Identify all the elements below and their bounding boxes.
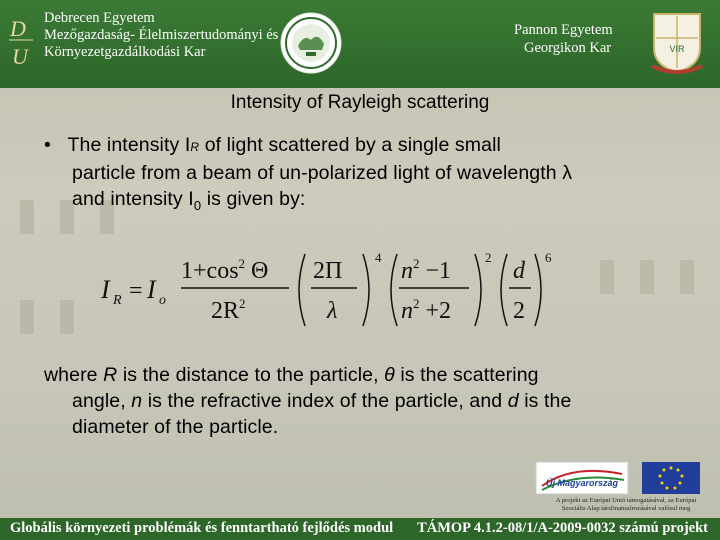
header-faculty-line2: Környezetgazdálkodási Kar xyxy=(44,44,206,60)
slide-title: Intensity of Rayleigh scattering xyxy=(230,92,490,113)
crest-label: VIR xyxy=(669,44,685,54)
background-window xyxy=(600,260,614,294)
header-faculty-line1: Mezőgazdaság- Élelmiszertudományi és xyxy=(44,27,279,43)
explanation-line-1: where R is the distance to the particle, θ is the scattering xyxy=(44,364,539,386)
formula-fraction4-numerator: d xyxy=(513,258,525,284)
background-window xyxy=(640,260,654,294)
bullet-text-1a: The intensity IR of light scattered by a single small xyxy=(67,134,501,156)
svg-text:2: 2 xyxy=(485,250,492,265)
bullet-line-3: and intensity $I_0$ is given by: xyxy=(72,188,306,213)
explanation-line-3: diameter of the particle. xyxy=(72,416,279,438)
du-logo-icon xyxy=(6,10,36,70)
background-window xyxy=(20,300,34,334)
uj-magyarorszag-text: Új Magyarország xyxy=(545,478,619,488)
header-partner-name: Pannon Egyetem xyxy=(514,22,613,38)
formula-lhs: I xyxy=(101,275,110,304)
footer-bar xyxy=(0,518,720,540)
formula-fraction1-numerator: $1+\cos^2$ Θ xyxy=(181,256,269,284)
footer-project-id: TÁMOP 4.1.2-08/1/A-2009-0032 számú projekt xyxy=(417,520,708,536)
explanation-line-2: angle, n is the refractive index of the particle, and d is the xyxy=(72,390,572,412)
svg-text:o: o xyxy=(159,293,166,308)
svg-text:=: = xyxy=(129,278,143,304)
header-bar xyxy=(0,0,720,88)
explanation-paragraph xyxy=(44,362,704,440)
svg-text:6: 6 xyxy=(545,250,552,265)
georgikon-crest-icon xyxy=(648,8,706,76)
footer-module-title: Globális környezeti problémák és fenntartható fejlődés modul xyxy=(10,520,394,536)
header-partner-faculty: Georgikon Kar xyxy=(524,40,612,56)
formula-fraction3-denominator: $n^2 +2$ xyxy=(401,296,452,324)
header-university-name: Debrecen Egyetem xyxy=(44,10,155,26)
bullet-line-2: particle from a beam of un-polarized light of wavelength λ xyxy=(72,162,573,184)
svg-text:4: 4 xyxy=(375,250,382,265)
rayleigh-formula xyxy=(95,246,565,332)
svg-text:U: U xyxy=(12,44,28,69)
background-window xyxy=(60,300,74,334)
formula-fraction2-numerator: 2Π xyxy=(313,258,343,284)
university-seal-icon xyxy=(280,12,342,74)
formula-fraction3-numerator: $n^2 -1$ xyxy=(401,256,452,284)
bullet-symbol: • xyxy=(44,134,51,156)
funding-statement xyxy=(536,497,716,513)
bullet-line-1 xyxy=(44,132,694,160)
funding-line-1: A projekt az Európai Unió támogatásával, az Európai xyxy=(555,497,697,504)
bullet-paragraph xyxy=(44,132,694,219)
svg-text:R: R xyxy=(113,293,122,308)
funding-line-2: Szociális Alap társfinanszírozásával valósul meg xyxy=(561,505,691,512)
formula-fraction1-denominator: $2R^2$ xyxy=(211,296,246,324)
uj-magyarorszag-logo-icon xyxy=(532,460,708,496)
formula-fraction2-denominator: λ xyxy=(327,298,338,324)
background-window xyxy=(680,260,694,294)
background-window xyxy=(20,200,34,234)
svg-text:D: D xyxy=(10,16,26,41)
svg-text:I: I xyxy=(147,275,156,304)
formula-fraction4-denominator: 2 xyxy=(513,298,525,324)
